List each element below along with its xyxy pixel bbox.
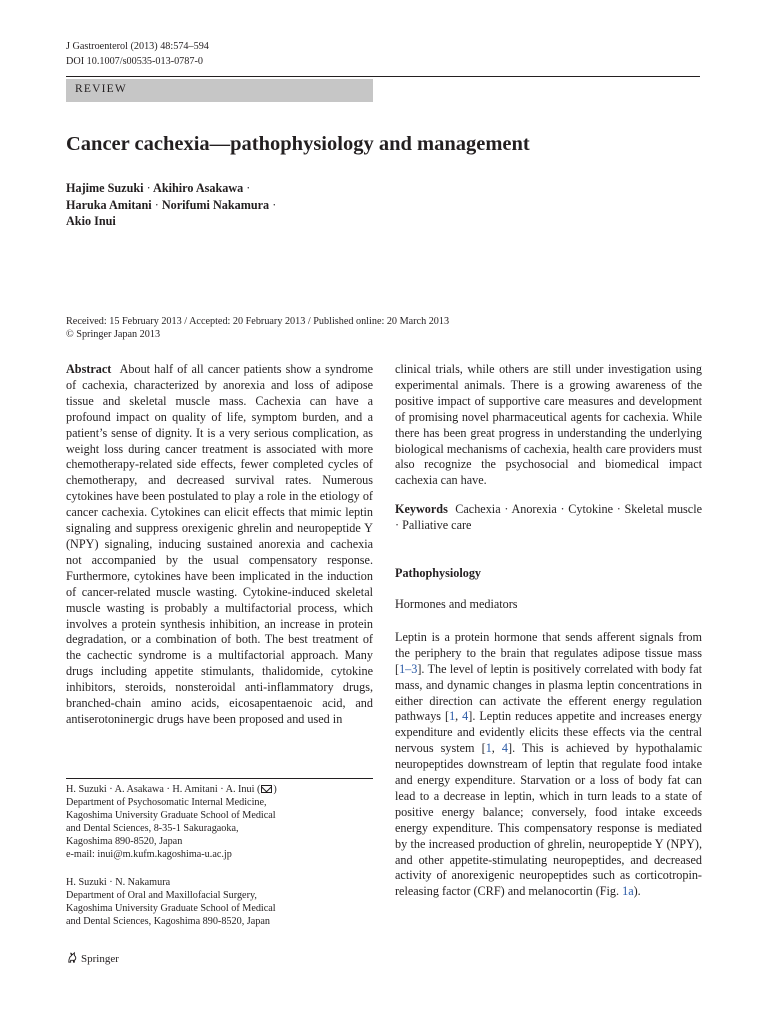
figure-link[interactable]: 1a	[622, 884, 634, 899]
keywords-list: Cachexia · Anorexia · Cytokine · Skeletal muscle · Palliative care	[395, 502, 702, 533]
citation-link[interactable]: 1	[485, 741, 492, 756]
affiliation-rule	[66, 778, 373, 779]
doi: DOI 10.1007/s00535-013-0787-0	[66, 56, 203, 67]
author-name: Akihiro Asakawa	[153, 181, 244, 195]
author-separator: ·	[146, 181, 151, 195]
citation-link[interactable]: 4	[462, 709, 469, 724]
publication-history	[66, 315, 449, 341]
section-banner	[66, 79, 373, 102]
keywords-label: Keywords	[395, 502, 448, 517]
citation-link[interactable]: 1–3	[399, 661, 418, 676]
author-name: Norifumi Nakamura	[161, 197, 270, 212]
author-separator: ·	[246, 181, 251, 195]
affiliation-department: Department of Psychosomatic Internal Medicine,	[66, 797, 267, 808]
received-accepted-published: Received: 15 February 2013 / Accepted: 20 February 2013 / Published online: 20 March 2013	[66, 316, 450, 327]
abstract-label: Abstract	[66, 362, 112, 376]
citation-link[interactable]: 4	[501, 741, 509, 756]
article-title: Cancer cachexia—pathophysiology and management	[66, 133, 530, 155]
abstract-continuation: clinical trials, while others are still under investigation using experimental animals. There is a growing awareness of the positive impact of supportive care measures and development of promising novel pharmaceutical agents for cachexia. While there has been great progress in understanding the underlying biological mechanisms of cachexia, health care providers must also recognize the psychosocial and biomedical impact cachexia can have.	[395, 362, 702, 488]
article-type-label: REVIEW	[75, 83, 127, 95]
author-name: Hajime Suzuki	[66, 181, 144, 195]
section-heading: Pathophysiology	[395, 566, 482, 581]
author-name: Akio Inui	[66, 214, 116, 228]
affiliation-address: Kagoshima 890-8520, Japan	[66, 836, 183, 847]
affiliation-authors: H. Suzuki · N. Nakamura	[66, 877, 171, 888]
affiliation-address: and Dental Sciences, 8-35-1 Sakuragaoka,	[66, 823, 239, 834]
journal-citation: J Gastroenterol (2013) 48:574–594	[66, 41, 209, 52]
subsection-heading: Hormones and mediators	[395, 596, 518, 611]
affiliation-university: Kagoshima University Graduate School of Medical	[66, 903, 276, 914]
affiliation-address: and Dental Sciences, Kagoshima 890-8520, Japan	[66, 916, 270, 927]
citation-link[interactable]: 1	[449, 709, 456, 724]
right-column	[395, 362, 702, 900]
abstract-body: About half of all cancer patients show a syndrome of cachexia, characterized by anorexia and loss of adipose tissue and skeletal muscle mass. Cachexia can have a profound impact on quality of life, symptom burden, and a patient’s sense of dignity. It is a very serious complication, as weight loss during cancer treatment is associated with more chemotherapy-related side effects, fewer completed cycles of chemotherapy, and decreased survival rates. Numerous cytokines have been postulated to play a role in the etiology of cancer cachexia. Cytokines can elicit effects that mimic leptin signaling and suppress orexigenic ghrelin and neuropeptide Y (NPY) signaling, inducing sustained anorexia and cachexia not accompanied by the usual compensatory response. Furthermore, cytokines have been implicated in the induction of cancer-related muscle wasting. Cytokine-induced skeletal muscle wasting is probably a multifactorial process, which involves a protein synthesis inhibition, an increase in protein degradation, or a combination of both. The best treatment of the cachectic syndrome is a multifactorial approach. Many drugs including appetite stimulants, thalidomide, cytokine inhibitors, steroids, nonsteroidal anti-inflammatory drugs, branched-chain amino acids, eicosapentaenoic acid, and antiserotoninergic drugs have been proposed and used in	[66, 362, 374, 726]
keywords	[395, 502, 702, 534]
author-name: Haruka Amitani	[66, 197, 152, 212]
affiliation-university: Kagoshima University Graduate School of Medical	[66, 810, 276, 821]
publisher-footer	[66, 951, 119, 965]
copyright: © Springer Japan 2013	[66, 329, 161, 340]
author-separator: ·	[272, 197, 277, 212]
body-paragraph: Leptin is a protein hormone that sends afferent signals from the periphery to the brain that regulates adipose tissue mass [1–3]. The level of leptin is positively correlated with body fat mass, and dynamic changes in plasma leptin concentrations in either direction can activate the efferent energy regulation pathways [1, 4]. Leptin reduces appetite and increases energy expenditure and evidently elicits these effects via the central nervous system [1, 4]. This is achieved by hypothalamic neuropeptides downstream of leptin that regulate food intake and energy expenditure. Starvation or a loss of body fat can lead to a decrease in leptin, which in turn leads to a state of positive energy balance; conversely, food intake exceeds energy expenditure. This compensatory response is mediated by the increased production of ghrelin, neuropeptide Y (NPY), and other appetite-stimulating neuropeptides, and decreased activity of anorexigenic neuropeptides such as corticotropin-releasing factor (CRF) and melanocortin (Fig. 1a).	[395, 629, 702, 899]
author-list	[66, 180, 276, 230]
author-separator: ·	[154, 197, 159, 212]
header-rule	[66, 76, 700, 77]
publisher-name: Springer	[81, 953, 119, 965]
abstract-column	[66, 362, 373, 728]
affiliation-department: Department of Oral and Maxillofacial Surgery,	[66, 890, 257, 901]
affiliation-authors: H. Suzuki · A. Asakawa · H. Amitani · A. Inui ( )	[66, 784, 277, 795]
author-line	[66, 213, 276, 230]
affiliation-block-1	[66, 783, 373, 861]
author-line	[66, 197, 276, 214]
affiliation-email[interactable]: e-mail: inui@m.kufm.kagoshima-u.ac.jp	[66, 849, 232, 860]
envelope-icon	[261, 785, 272, 793]
author-line	[66, 180, 276, 197]
affiliation-block-2	[66, 876, 373, 928]
springer-horse-icon	[66, 951, 79, 964]
